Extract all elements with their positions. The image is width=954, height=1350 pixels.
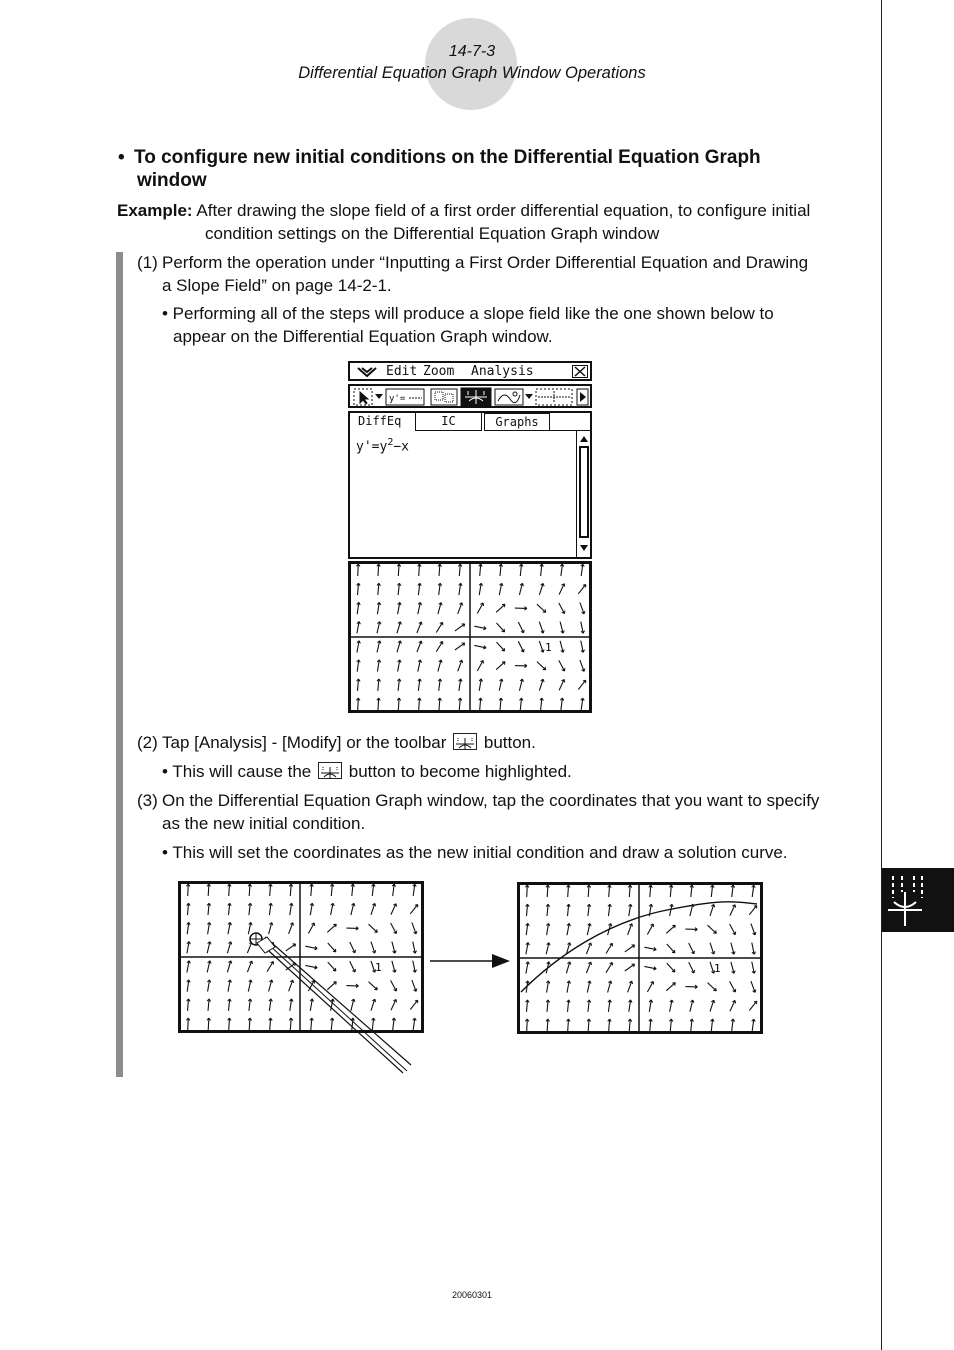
equation-tail: −x <box>393 439 409 455</box>
slope-arrow <box>208 884 209 896</box>
menu-analysis[interactable]: Analysis <box>471 364 534 379</box>
step-3-line-2: as the new initial condition. <box>162 814 366 833</box>
slope-arrow <box>378 698 379 710</box>
scrollbar[interactable] <box>576 431 591 557</box>
step-1-note-line-1: • Performing all of the steps will produce a slope field like the one shown below to <box>162 304 774 323</box>
page-number: 14-7-3 <box>448 43 496 60</box>
heading-line-1: To configure new initial conditions on the Differential Equation Graph <box>134 147 761 168</box>
axis-label: 1 <box>375 961 382 974</box>
step-2-note <box>162 760 862 783</box>
footer-code: 20060301 <box>451 1290 493 1300</box>
calculator-screen <box>348 361 592 713</box>
equation-editor[interactable] <box>348 431 592 559</box>
axis-label: 1 <box>545 641 552 654</box>
equation <box>356 437 409 454</box>
menu-bar <box>348 361 592 381</box>
step-3-note: • This will set the coordinates as the new initial condition and draw a solution curve. <box>162 843 788 862</box>
slope-arrow <box>527 885 528 897</box>
tab-ic[interactable]: IC <box>416 413 482 431</box>
step-3-text <box>162 789 874 835</box>
step-3-line-1: On the Differential Equation Graph window, tap the coordinates that you want to specify <box>162 791 820 810</box>
slope-arrow <box>358 564 359 576</box>
toolbar-icons <box>352 387 590 407</box>
slope-arrow <box>547 885 548 897</box>
step-1-number: (1) <box>137 253 158 272</box>
toolbar <box>348 384 592 408</box>
example-line-2: condition settings on the Differential Equation Graph window <box>205 224 660 243</box>
right-margin-rule <box>881 0 882 1350</box>
equation-base: y'=y <box>356 439 388 455</box>
menu-edit[interactable]: Edit <box>386 364 418 379</box>
step-2-before: Tap [Analysis] - [Modify] or the toolbar <box>162 733 447 752</box>
tab-bar <box>348 411 592 431</box>
slope-arrow <box>188 1018 189 1030</box>
step-1-text <box>162 251 874 297</box>
step-1-line-2: a Slope Field” on page 14-2-1. <box>162 276 392 295</box>
slope-arrow <box>358 698 359 710</box>
slope-arrow <box>547 1019 548 1031</box>
page-header-title: Differential Equation Graph Window Operations <box>298 64 646 82</box>
svg-text:y'=: y'= <box>389 394 406 404</box>
scrollbar-arrows <box>577 431 591 557</box>
step-2-after: button. <box>483 733 536 752</box>
step-2-note-before: • This will cause the <box>162 762 312 781</box>
section-heading <box>118 146 838 192</box>
step-3-number: (3) <box>137 791 158 810</box>
tab-graphs[interactable]: Graphs <box>484 413 550 431</box>
step-2-note-after: button to become highlighted. <box>348 762 572 781</box>
slope-arrow <box>208 1018 209 1030</box>
step-2-number: (2) <box>137 733 158 752</box>
axis-label: 1 <box>714 962 721 975</box>
example-block <box>117 199 877 245</box>
menu-zoom[interactable]: Zoom <box>423 364 455 379</box>
step-2-text <box>162 731 862 754</box>
slope-arrow <box>527 1019 528 1031</box>
heading-bullet: • <box>118 147 125 168</box>
right-arrow-icon <box>430 950 512 972</box>
equation-exponent: 2 <box>387 437 394 448</box>
tab-diffeq[interactable]: DiffEq <box>350 413 416 431</box>
chapter-tab <box>882 868 954 932</box>
slope-field-after <box>517 882 763 1034</box>
example-label: Example: <box>117 201 193 220</box>
slope-field-graph[interactable] <box>348 561 592 713</box>
down-chevron-icon[interactable] <box>356 366 378 378</box>
step-1-note <box>162 302 862 348</box>
step-1-line-1: Perform the operation under “Inputting a First Order Differential Equation and Drawing <box>162 253 809 272</box>
diff-eq-icon <box>882 868 954 932</box>
close-icon[interactable] <box>572 365 588 378</box>
example-line-1: After drawing the slope field of a first order differential equation, to configure initial <box>196 201 811 220</box>
step-1-note-line-2: appear on the Differential Equation Graph window. <box>173 327 553 346</box>
section-bar <box>116 252 123 1077</box>
modify-icon <box>453 733 477 750</box>
slope-arrow <box>378 564 379 576</box>
stylus-icon <box>245 925 420 1077</box>
modify-icon <box>318 762 342 779</box>
slope-arrow <box>188 884 189 896</box>
heading-line-2: window <box>137 170 207 191</box>
